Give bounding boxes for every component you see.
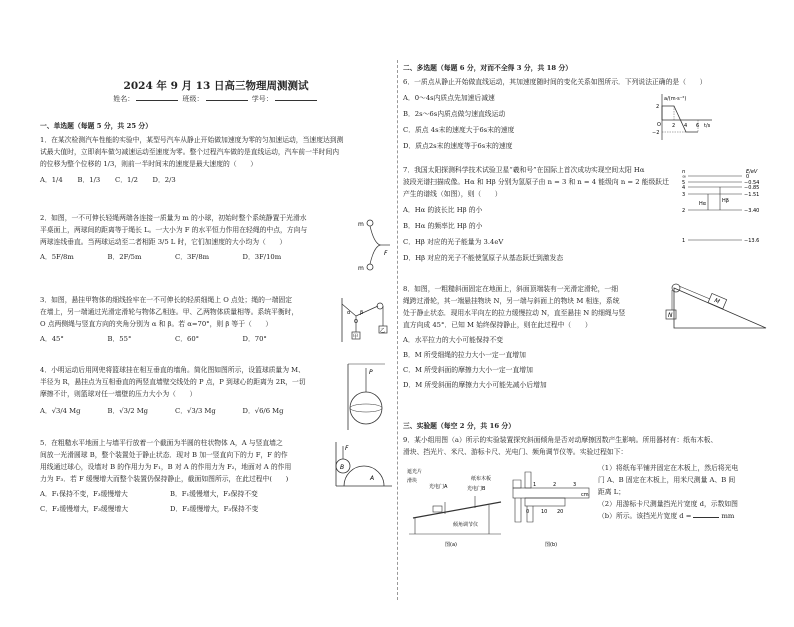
q3-line2: 在墙上，另一端通过光滑定滑轮与物体乙相连。甲、乙两物体质量相等。系统平衡时， bbox=[40, 308, 299, 316]
q2-figure bbox=[340, 215, 392, 275]
q6-option-c[interactable]: C．质点 4s末的速度大于6s末的速度 bbox=[403, 126, 515, 134]
q5-options-row1 bbox=[40, 488, 300, 500]
q8-pulley bbox=[672, 284, 680, 292]
q5-label-b: B bbox=[340, 464, 345, 471]
q9-label-slider: 滑块 bbox=[407, 478, 418, 484]
q7-line3: 产生的谱线（如图），则（ ） bbox=[403, 190, 502, 198]
q9-label-gate-b: 光电门B bbox=[467, 486, 486, 492]
id-label: 学号： bbox=[251, 95, 273, 103]
q9-label-angle: 倾角调节仪 bbox=[453, 522, 479, 528]
q6-ylabel: a/(m·s⁻²) bbox=[664, 96, 687, 102]
q2-option-d[interactable]: D．3F/10m bbox=[242, 253, 282, 261]
q8-option-d[interactable]: D．M 所受斜面的摩擦力大小可能先减小后增加 bbox=[403, 381, 547, 389]
q8-line4: 直方向成 45°．已知 M 始终保持静止，则在此过程中（ ） bbox=[403, 321, 592, 329]
q7-n-4: 4 bbox=[682, 185, 686, 191]
q7-option-b[interactable]: B．Hα 的频率比 Hβ 的小 bbox=[403, 222, 483, 230]
q9-slider-block bbox=[433, 506, 442, 512]
q1-option-c[interactable]: C．1/2 bbox=[115, 176, 138, 184]
q9-step1-line1: （1）将纸布平铺并固定在木板上，然后将光电 bbox=[598, 464, 739, 472]
q4-line3: 摩擦不计，则篮球对任一墙壁的压力大小为（ ） bbox=[40, 390, 197, 398]
q3-line1: 3．如图，悬挂甲物体的细线拴牢在一不可伸长的轻质细绳上 O 点处；绳的一端固定 bbox=[40, 296, 293, 304]
q9-scale-cm: cm bbox=[581, 492, 589, 498]
q6-tick-x4: 4 bbox=[684, 123, 688, 129]
q2-option-b[interactable]: B．2F/5m bbox=[107, 253, 142, 261]
q9-unit: mm bbox=[721, 512, 735, 520]
q2-line3: 两球连线垂直。当两球运动至二者相距 3/5 L 时，它们加速度的大小均为（ ） bbox=[40, 238, 287, 246]
q8-option-c[interactable]: C．M 所受斜面的摩擦力大小一定一直增加 bbox=[403, 366, 533, 374]
q7-e-0: 0 bbox=[746, 174, 750, 180]
section-heading-multi: 二、多选题（每题 6 分，对而不全得 3 分，共 18 分） bbox=[403, 64, 573, 72]
q3-option-b[interactable]: B．55° bbox=[107, 335, 132, 343]
q7-option-a[interactable]: A．Hα 的波长比 Hβ 的小 bbox=[403, 206, 483, 214]
q9-label-board: 纸布木板 bbox=[471, 476, 492, 482]
q3-option-a[interactable]: A．45° bbox=[40, 335, 64, 343]
q9-vernier-10: 10 bbox=[541, 509, 548, 515]
q9-board bbox=[413, 502, 501, 518]
question-1 bbox=[40, 134, 392, 186]
q9-caliper-jaws-bottom bbox=[515, 498, 533, 522]
q7-e-5: −0.54 bbox=[744, 180, 760, 186]
q3-options bbox=[40, 333, 310, 345]
q9-vernier-0: 0 bbox=[526, 509, 530, 515]
q6-option-a[interactable]: A．0～4s内质点先加速后减速 bbox=[403, 94, 495, 102]
q1-line3: 的位移为整个位移的 1/3，则前一半时间末的速度是最大速度的（ ） bbox=[40, 160, 258, 168]
q3-label-alpha: α bbox=[347, 310, 351, 316]
q2-line2: 平桌面上，两球间的距离等于绳长 L。一大小为 F 的水平恒力作用在轻绳的中点，方向与 bbox=[40, 226, 308, 234]
q6-curve bbox=[662, 106, 698, 132]
q7-label-unit: E/eV bbox=[746, 169, 758, 175]
question-2 bbox=[40, 212, 340, 263]
q4-options bbox=[40, 405, 310, 417]
q9-caliper-jaws-top bbox=[513, 472, 531, 488]
q1-option-d[interactable]: D．2/3 bbox=[152, 176, 176, 184]
q5-label-a: A bbox=[370, 475, 375, 482]
q6-graph bbox=[648, 92, 716, 144]
q9-line1: 9．某小组用图（a）所示的实验装置探究斜面倾角是否对动摩擦因数产生影响。所用器材有：纸布木板、 bbox=[403, 436, 718, 444]
q7-n-5: 5 bbox=[682, 180, 686, 186]
q8-line3: 处于静止状态．现用水平向左的拉力缓慢拉动 N，直至悬挂 N 的细绳与竖 bbox=[403, 309, 626, 317]
q7-n-2: 2 bbox=[682, 208, 686, 214]
q2-option-c[interactable]: C．3F/8m bbox=[175, 253, 210, 261]
q5-figure bbox=[330, 440, 394, 490]
q8-figure bbox=[664, 282, 768, 330]
q1-option-b[interactable]: B．1/3 bbox=[77, 176, 101, 184]
question-7 bbox=[403, 164, 673, 264]
q3-label-o: O bbox=[354, 319, 358, 325]
q4-option-b[interactable]: B．√3/2 Mg bbox=[107, 407, 149, 415]
question-3 bbox=[40, 294, 338, 345]
q1-line1: 1．在某次检测汽车性能的实验中，某型号汽车从静止开始做加速度为零的匀加速运动，当速度达到测 bbox=[40, 136, 344, 144]
q4-ball-seam bbox=[350, 404, 382, 412]
q9-answer-blank[interactable] bbox=[693, 510, 719, 518]
q5-option-d[interactable]: D．F₂缓慢增大，F₃保持不变 bbox=[170, 505, 259, 513]
q8-block-m-group bbox=[708, 293, 727, 308]
q5-line4: 力为 F₃．若 F 缓慢增大而整个装置仍保持静止，截面如图所示，在此过程中( ) bbox=[40, 475, 289, 483]
q9-step1-line2: 门 A、B 固定在木板上，用米尺测量 A、B 间 bbox=[598, 476, 736, 484]
q5-line2: 间放一光滑圆球 B，整个装置处于静止状态．现对 B 加一竖直向下的力 F，F 的作 bbox=[40, 451, 288, 459]
q4-line2: 半径为 R，悬挂点为互相垂直的两竖直墙壁交线处的 P 点，P 到球心的距离为 2R，一切 bbox=[40, 378, 306, 386]
q7-e-2: −3.40 bbox=[744, 208, 760, 214]
section-heading-experiment: 三、实验题（每空 2 分，共 16 分） bbox=[403, 422, 516, 430]
q9-scale-1: 1 bbox=[533, 482, 537, 488]
q7-option-d[interactable]: D．Hβ 对应的光子不能使氢原子从基态跃迁到激发态 bbox=[403, 254, 564, 262]
q6-tick-x6: 6 bbox=[696, 123, 700, 129]
q9-scale-3: 3 bbox=[573, 482, 577, 488]
q5-half-cylinder bbox=[344, 466, 384, 486]
q7-e-1: −13.6 bbox=[744, 238, 760, 244]
q2-label-m-bottom: m bbox=[358, 265, 364, 272]
q8-label-m: M bbox=[713, 297, 721, 306]
q8-option-a[interactable]: A．水平拉力的大小可能保持不变 bbox=[403, 336, 504, 344]
q3-label-jia: 甲 bbox=[353, 334, 359, 340]
q3-option-d[interactable]: D．70° bbox=[242, 335, 267, 343]
q9-label-shade: 遮光片 bbox=[407, 469, 423, 475]
q7-n-1: 1 bbox=[682, 238, 686, 244]
student-info-line bbox=[40, 93, 392, 104]
q5-option-c[interactable]: C．F₂缓慢增大，F₃缓慢增大 bbox=[40, 505, 129, 513]
q7-option-c[interactable]: C．Hβ 对应的光子能量为 3.4eV bbox=[403, 238, 504, 246]
question-4 bbox=[40, 364, 340, 417]
question-8 bbox=[403, 283, 663, 391]
q5-line3: 用线通过球心，设墙对 B 的作用力为 F₁，B 对 A 的作用力为 F₂，地面对 A 的作用 bbox=[40, 463, 292, 471]
q4-label-p: P bbox=[369, 369, 373, 376]
q6-tick-x2: 2 bbox=[672, 123, 676, 129]
q3-label-yi: 乙 bbox=[380, 328, 386, 334]
section-heading: 一、单选题（每题 5 分，共 25 分） bbox=[40, 122, 153, 130]
q9-label-gate-a: 光电门A bbox=[429, 484, 448, 490]
q7-e-3: −1.51 bbox=[744, 192, 760, 198]
q2-rope bbox=[370, 226, 380, 264]
q8-line1: 8．如图，一粗糙斜面固定在地面上，斜面顶端装有一光滑定滑轮，一细 bbox=[403, 285, 619, 293]
q6-tick-yneg2: −2 bbox=[652, 130, 660, 136]
q5-line1: 5．在粗糙水平地面上与墙平行放着一个截面为半圆的柱状物体 A，A 与竖直墙之 bbox=[40, 439, 283, 447]
section-multi-choice bbox=[403, 62, 765, 74]
q1-option-a[interactable]: A．1/4 bbox=[40, 176, 63, 184]
name-label: 姓名： bbox=[113, 95, 135, 103]
q1-options bbox=[40, 174, 190, 186]
q9-line2: 滑块、挡光片、米尺、游标卡尺、光电门、频角调节仪等。实验过程如下： bbox=[403, 448, 628, 456]
q2-label-f: F bbox=[384, 250, 388, 257]
q4-option-d[interactable]: D．√6/6 Mg bbox=[242, 407, 284, 415]
q6-line1: 6．一质点从静止开始做直线运动，其加速度随时间的变化关系如图所示．下列说法正确的是（ ） bbox=[403, 78, 707, 86]
q9-caliper-main-scale bbox=[513, 488, 589, 498]
q4-figure bbox=[340, 362, 390, 432]
name-blank[interactable] bbox=[136, 93, 178, 101]
q6-origin: O bbox=[657, 122, 661, 128]
q7-e-4: −0.85 bbox=[744, 185, 760, 191]
q9-caption-b: 图(b) bbox=[545, 542, 558, 548]
q2-label-m-top: m bbox=[358, 221, 364, 228]
q7-label-ha: Hα bbox=[699, 201, 707, 207]
page-title: 2024 年 9 月 13 日高三物理周测测试 bbox=[123, 80, 309, 92]
q9-scale-2: 2 bbox=[553, 482, 557, 488]
section-experiment bbox=[403, 420, 765, 432]
q9-vernier-20: 20 bbox=[557, 509, 564, 515]
q4-option-c[interactable]: C．√3/3 Mg bbox=[175, 407, 216, 415]
q9-steps bbox=[598, 462, 764, 522]
q7-line2: 波段光谱扫描成像。Hα 和 Hβ 分别为氢原子由 n = 3 和 n = 4 能级向 n = 2 能级跃迁 bbox=[403, 178, 669, 186]
q2-ball-bottom bbox=[367, 264, 373, 270]
q6-option-b[interactable]: B．2s～6s内质点做匀速直线运动 bbox=[403, 110, 506, 118]
q7-n-3: 3 bbox=[682, 192, 686, 198]
q8-label-n: N bbox=[668, 312, 673, 319]
q2-option-a[interactable]: A．5F/8m bbox=[40, 253, 74, 261]
q2-options bbox=[40, 251, 310, 263]
q9-step2-text: （b）所示。该挡光片宽度 d = bbox=[598, 512, 692, 520]
q9-step2-line2 bbox=[598, 510, 764, 522]
q5-option-a[interactable]: A．F₁保持不变，F₃缓慢增大 bbox=[40, 490, 128, 498]
q6-xlabel: t/s bbox=[704, 123, 711, 129]
q8-line2: 绳跨过滑轮，其一端悬挂物块 N，另一端与斜面上的物块 M 相连，系统 bbox=[403, 297, 620, 305]
q4-basketball bbox=[350, 392, 382, 424]
q3-option-c[interactable]: C．60° bbox=[175, 335, 200, 343]
q7-label-hb: Hβ bbox=[722, 198, 729, 204]
q7-energy-levels bbox=[680, 166, 768, 248]
q4-option-a[interactable]: A．√3/4 Mg bbox=[40, 407, 81, 415]
column-divider bbox=[397, 60, 398, 600]
q2-line1: 2．如图，一不可伸长轻绳两端各连接一质量为 m 的小球，初始时整个系统静置于光滑水 bbox=[40, 214, 307, 222]
q9-step2-line1: （2）用游标卡尺测量挡光片宽度 d，示数如图 bbox=[598, 500, 738, 508]
question-5 bbox=[40, 437, 340, 515]
q5-option-b[interactable]: B．F₁缓慢增大，F₃保持不变 bbox=[170, 490, 258, 498]
q7-label-n: n bbox=[682, 169, 686, 175]
q5-label-f: F bbox=[345, 445, 349, 452]
question-9 bbox=[403, 434, 765, 458]
q7-n-inf: ∞ bbox=[682, 174, 687, 180]
q6-tick-y2: 2 bbox=[656, 104, 660, 110]
id-blank[interactable] bbox=[275, 93, 317, 101]
q8-option-b[interactable]: B．M 所受细绳的拉力大小一定一直增加 bbox=[403, 351, 526, 359]
q9-step1-line3: 距离 L； bbox=[598, 488, 626, 496]
q6-option-d[interactable]: D．质点2s末的速度等于6s末的速度 bbox=[403, 142, 513, 150]
class-label: 班级： bbox=[182, 95, 204, 103]
q2-ball-top bbox=[367, 220, 373, 226]
q7-line1: 7．我国太阳探测科学技术试验卫星“羲和号”在国际上首次成功实现空间太阳 Hα bbox=[403, 166, 645, 174]
q9-caliper-vernier bbox=[525, 498, 565, 506]
q4-line1: 4．小明运动后用网兜将篮球挂在相互垂直的墙角。简化图如图所示，设篮球质量为 M、 bbox=[40, 366, 305, 374]
q9-caption-a: 图(a) bbox=[445, 542, 457, 548]
q3-figure bbox=[338, 296, 392, 344]
q1-line2: 试最大值时，立即刹车做匀减速运动至速度为零。整个过程汽车做的是直线运动，汽车前一半时间内 bbox=[40, 148, 340, 156]
class-blank[interactable] bbox=[206, 93, 248, 101]
q5-options-row2 bbox=[40, 503, 300, 515]
q3-label-beta: β bbox=[360, 310, 364, 316]
q3-line3: O 点两侧绳与竖直方向的夹角分别为 α 和 β。若 α=70°，则 β 等于（ ） bbox=[40, 320, 273, 328]
q9-figures bbox=[405, 460, 595, 550]
section-single-choice bbox=[40, 120, 392, 132]
